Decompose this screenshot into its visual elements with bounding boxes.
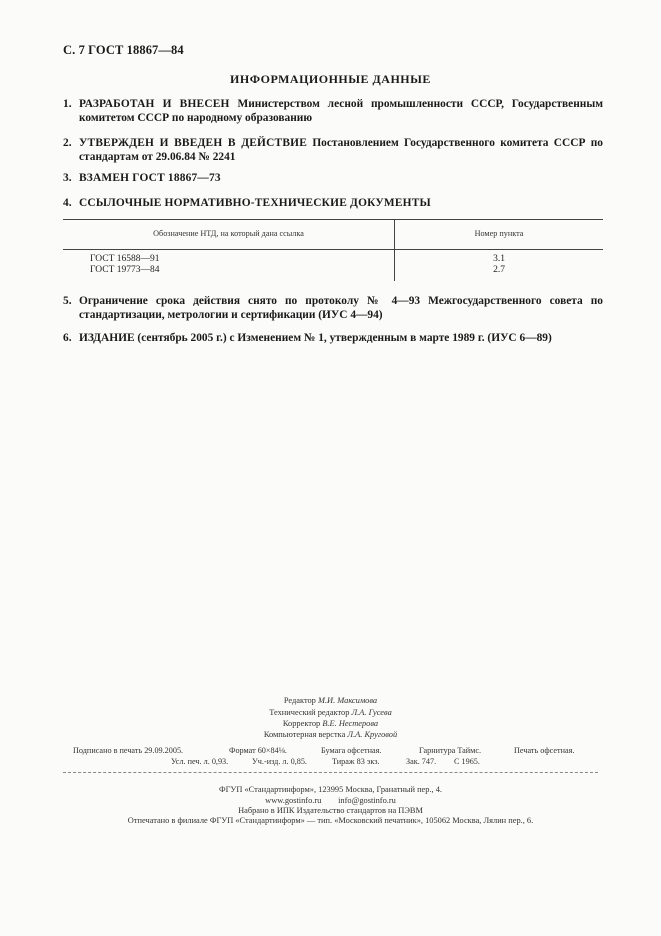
item-text: Ограничение срока действия снято по протоколу № 4—93 Межгосударственного совета по стандартизации, метрологии и сертификации (ИУС 4—94): [79, 295, 603, 321]
editor-line: Корректор В.Е. Нестерова: [282, 719, 379, 728]
publisher-line: ФГУП «Стандартинформ», 123995 Москва, Гранатный пер., 4.: [218, 785, 443, 794]
editor-line: Технический редактор Л.А. Гусева: [269, 708, 392, 717]
table-header-designation: Обозначение НТД, на который дана ссылка: [153, 229, 304, 238]
item-text: ИЗДАНИЕ (сентябрь 2005 г.) с Изменением № 1, утвержденным в марте 1989 г. (ИУС 6—89): [79, 332, 552, 344]
item-lead: УТВЕРЖДЕН И ВВЕДЕН В ДЕЙСТВИЕ: [79, 137, 307, 149]
item-lead: ССЫЛОЧНЫЕ НОРМАТИВНО-ТЕХНИЧЕСКИЕ ДОКУМЕНТЫ: [79, 197, 431, 209]
table-cell-clause: 3.1: [493, 254, 505, 264]
item-number: 6.: [63, 332, 72, 344]
email-link[interactable]: info@gostinfo.ru: [338, 796, 396, 805]
table-header-clause: Номер пункта: [474, 229, 524, 238]
table-cell-clause: 2.7: [493, 265, 505, 275]
table-header-rule: [63, 249, 603, 250]
info-item-2: [63, 136, 603, 164]
table-cell-designation: ГОСТ 16588—91: [90, 254, 160, 264]
info-item-1: [63, 97, 603, 125]
table-cell-designation: ГОСТ 19773—84: [90, 265, 160, 275]
item-number: 2.: [63, 137, 72, 149]
item-lead: ВЗАМЕН ГОСТ 18867—73: [79, 172, 221, 184]
info-item-4: [63, 196, 603, 210]
website-link[interactable]: www.gostinfo.ru: [265, 796, 322, 805]
info-item-3: [63, 171, 603, 185]
editor-line: Компьютерная верстка Л.А. Круговой: [263, 730, 398, 739]
item-number: 4.: [63, 197, 72, 209]
table-row: [395, 254, 603, 276]
document-page: С. 7 ГОСТ 18867—84 ИНФОРМАЦИОННЫЕ ДАННЫЕ 1. РАЗРАБОТАН И ВНЕСЕН Министерством лесной промышленности СССР, Государственным комитетом СССР по народному образованию 2. УТВЕРЖДЕН И ВВЕДЕН В ДЕЙСТВИЕ Постановлением Государственного комитета СССР по стандартам от 29.06.84 № 2241 3. ВЗАМЕН ГОСТ 18867—73 4. ССЫЛОЧНЫЕ НОРМАТИВНО-ТЕХНИЧЕСКИЕ ДОКУМЕНТЫ Обозначение НТД, на который дана ссылка Номер пункта ГОСТ 16588—91 ГОСТ 19773—84 3.1 2.7 5. Ограничение срока действия снято по протоколу № 4—93 Межгосударственного совета по стандартизации, метрологии и сертификации (ИУС 4—94) 6. ИЗДАНИЕ (сентябрь 2005 г.) с Изменением № 1, утвержденным в марте 1989 г. (ИУС 6—89) Редактор М.И. Максимова Технический редактор Л.А. Гусева Корректор В.Е. Нестерова Компьютерная верстка Л.А. Круговой Подписано в печать 29.09.2005. Формат 60×84⅛. Бумага офсетная. Гарнитура Таймс. Печать офсетная. Усл. печ. л. 0,93. Уч.-изд. л. 0,85. Тираж 83 экз. Зак. 747. С 1965. ФГУП «Стандартинформ», 123995 Москва, Гранатный пер., 4. www.gostinfo.ru info@gostinfo.ru Набрано в ИПК Издательство стандартов на ПЭВМ Отпечатано в филиале ФГУП «Стандартинформ» — тип. «Московский печатник», 105062 Москва, Лялин пер., 6.: [0, 0, 661, 936]
item-number: 1.: [63, 98, 72, 110]
info-item-6: [63, 331, 603, 345]
reference-table: [63, 219, 603, 281]
item-number: 5.: [63, 295, 72, 307]
item-text: Постановлением Государственного комитета СССР по стандартам от 29.06.84 № 2241: [79, 137, 603, 163]
editor-line: Редактор М.И. Максимова: [283, 696, 378, 705]
imprint-divider: [63, 772, 598, 774]
table-top-rule: [63, 219, 603, 220]
item-lead: РАЗРАБОТАН И ВНЕСЕН: [79, 98, 230, 110]
page-header: С. 7 ГОСТ 18867—84: [63, 43, 184, 57]
info-item-5: [63, 294, 603, 322]
typeset-line: Набрано в ИПК Издательство стандартов на ПЭВМ: [238, 806, 423, 815]
table-row: [90, 254, 160, 276]
item-text: Министерством лесной промышленности СССР, Государственным комитетом СССР по народному образованию: [79, 98, 603, 124]
printed-line: Отпечатано в филиале ФГУП «Стандартинформ» — тип. «Московский печатник», 105062 Москва, Лялин пер., 6.: [127, 816, 534, 825]
section-title: ИНФОРМАЦИОННЫЕ ДАННЫЕ: [230, 72, 431, 86]
item-number: 3.: [63, 172, 72, 184]
